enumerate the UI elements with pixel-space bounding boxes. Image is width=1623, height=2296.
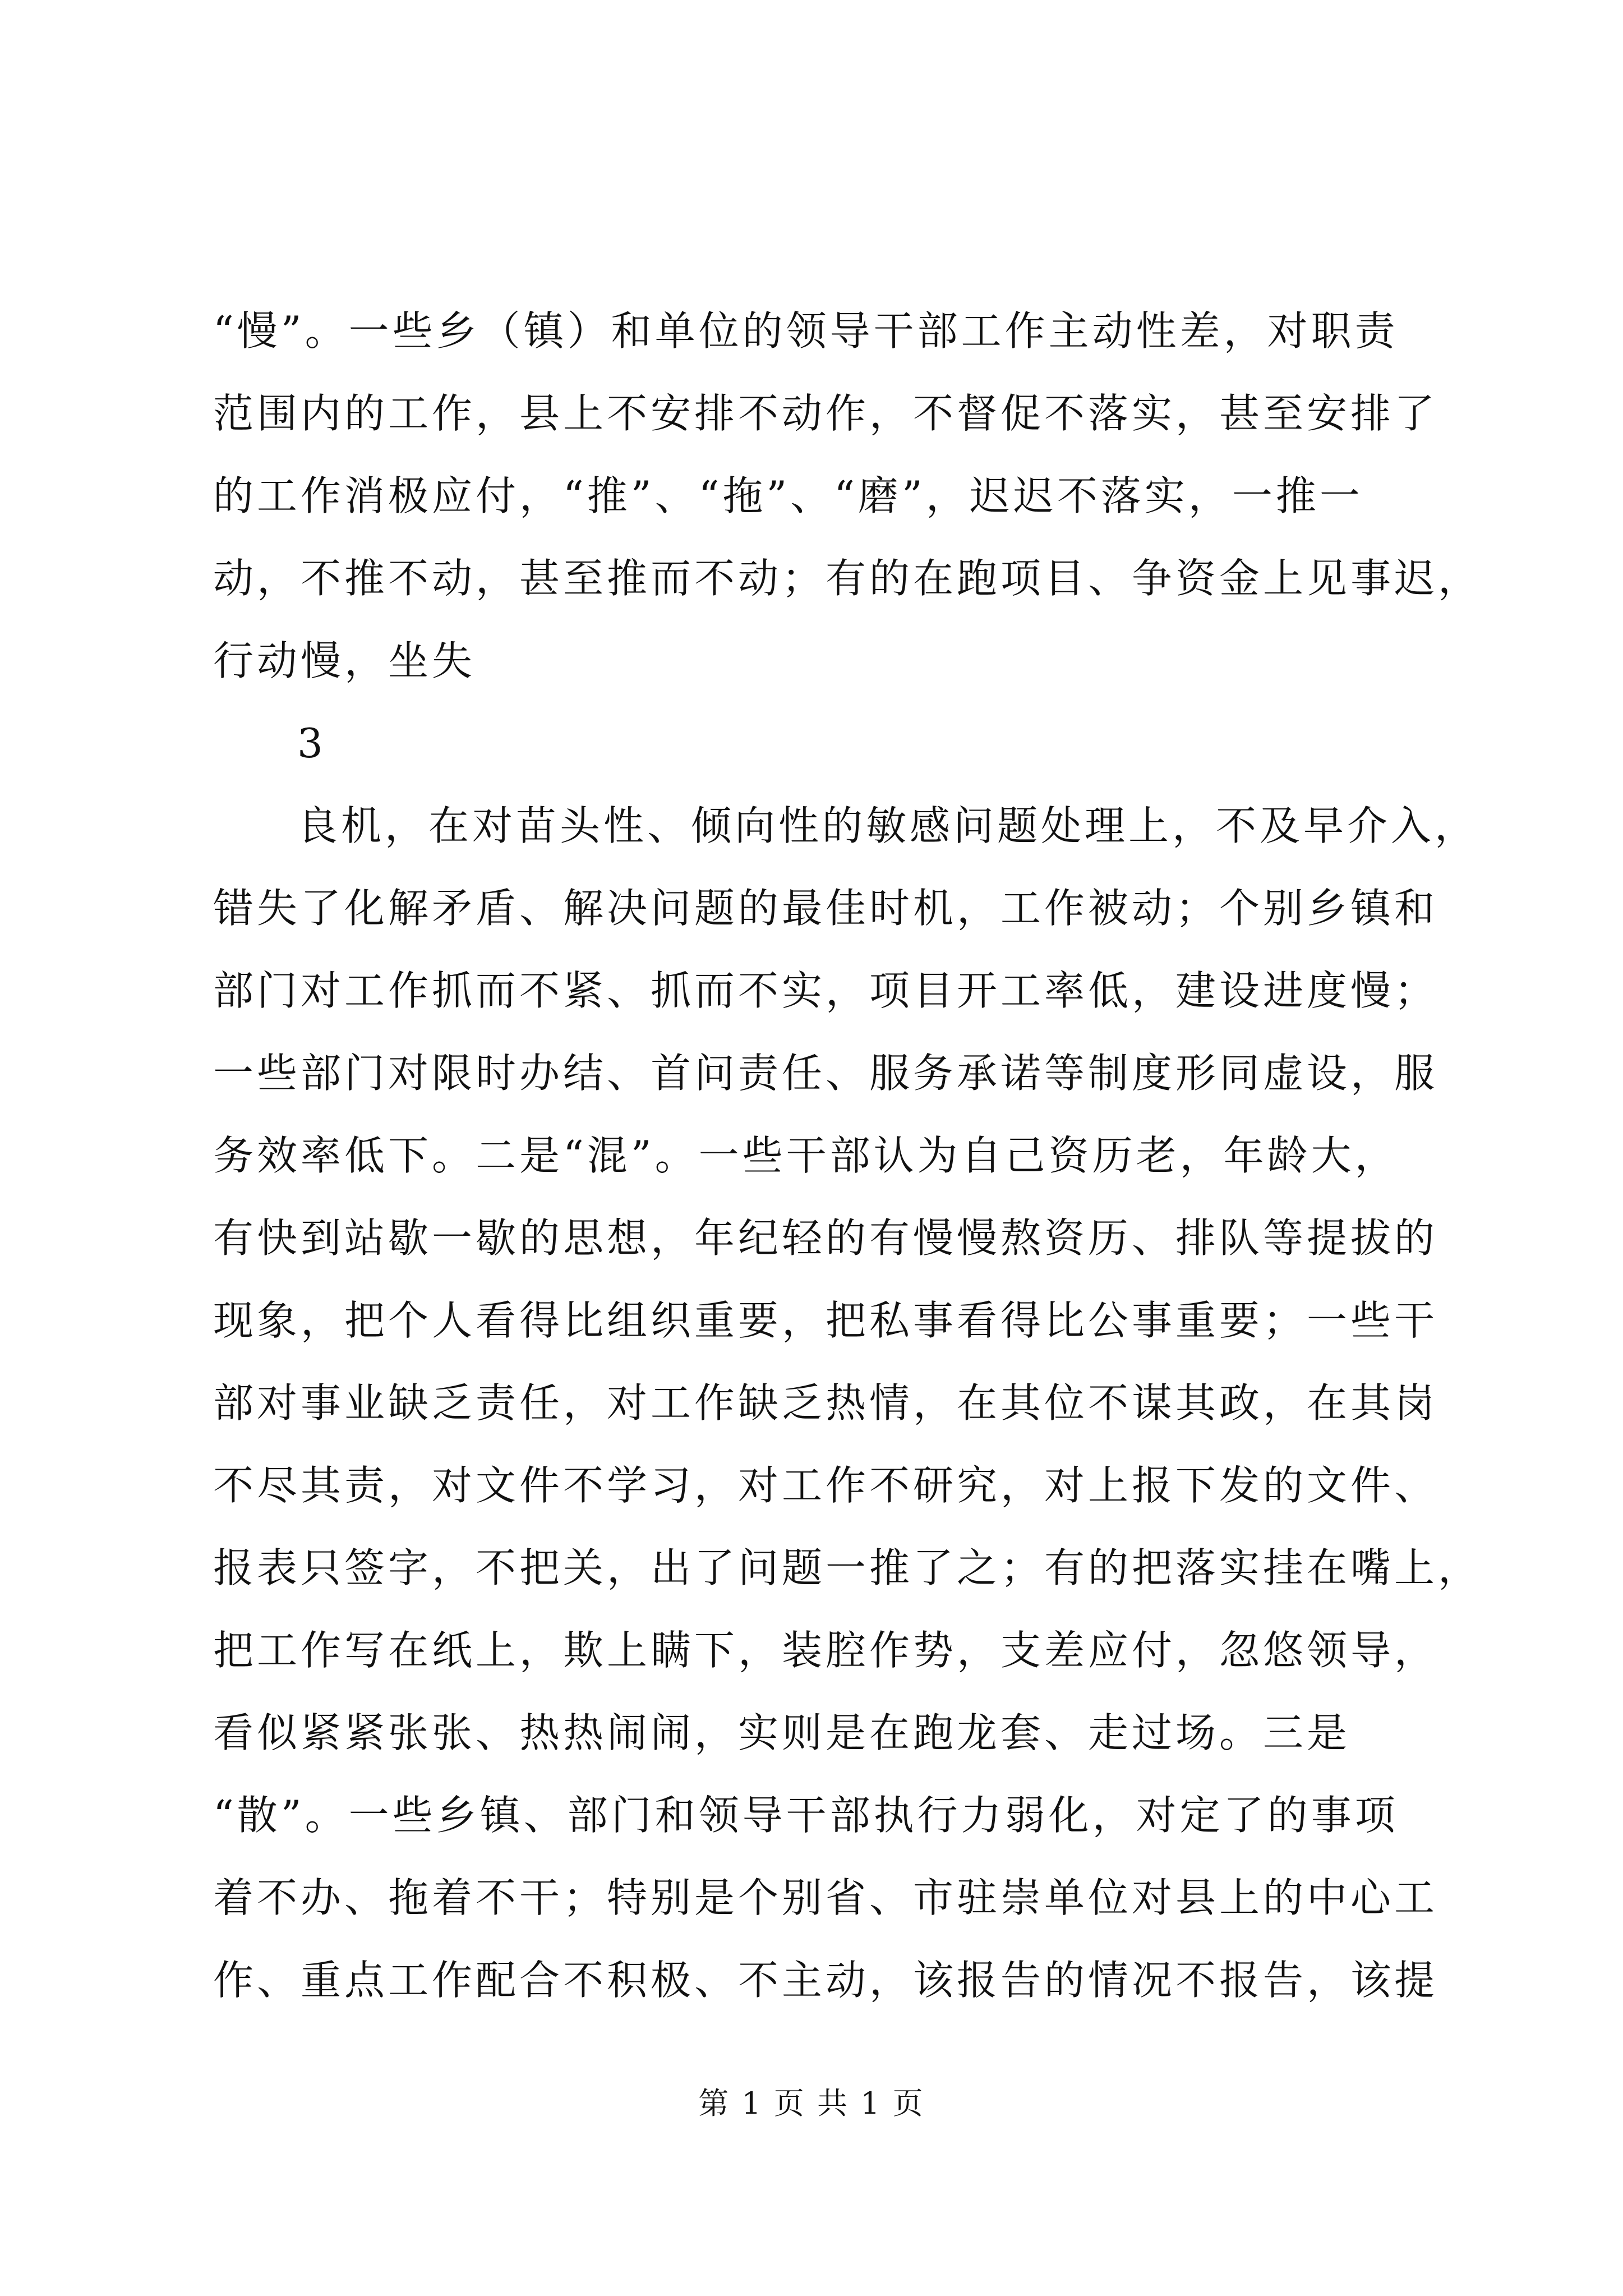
text-line: 不尽其责，对文件不学习，对工作不研究，对上报下发的文件、 [213, 1462, 1438, 1509]
document-body [213, 295, 1482, 2026]
text-line: 的工作消极应付，“推”、“拖”、“磨”，迟迟不落实，一推一 [213, 472, 1363, 519]
text-line: 着不办、拖着不干；特别是个别省、市驻崇单位对县上的中心工 [213, 1874, 1438, 1921]
text-line: 良机，在对苗头性、倾向性的敏感问题处理上，不及早介入， [297, 802, 1479, 849]
text-line: 一些部门对限时办结、首问责任、服务承诺等制度形同虚设，服 [213, 1050, 1438, 1097]
text-line: “散”。一些乡镇、部门和领导干部执行力弱化，对定了的事项 [213, 1792, 1399, 1839]
text-line: 作、重点工作配合不积极、不主动，该报告的情况不报告，该提 [213, 1957, 1438, 2004]
text-line: 把工作写在纸上，欺上瞒下，装腔作势，支差应付，忽悠领导， [213, 1627, 1438, 1674]
text-line: “慢”。一些乡（镇）和单位的领导干部工作主动性差，对职责 [213, 307, 1399, 355]
inline-page-number: 3 [297, 720, 326, 767]
text-line: 部对事业缺乏责任，对工作缺乏热情，在其位不谋其政，在其岗 [213, 1379, 1438, 1427]
text-line: 有快到站歇一歇的思想，年纪轻的有慢慢熬资历、排队等提拔的 [213, 1214, 1438, 1262]
page-footer: 第 1 页 共 1 页 [698, 2086, 925, 2121]
text-line: 部门对工作抓而不紧、抓而不实，项目开工率低，建设进度慢； [213, 967, 1438, 1014]
text-line: 错失了化解矛盾、解决问题的最佳时机，工作被动；个别乡镇和 [213, 885, 1438, 932]
text-line: 现象，把个人看得比组织重要，把私事看得比公事重要；一些干 [213, 1297, 1438, 1344]
text-line: 行动慢，坐失 [213, 637, 476, 684]
text-line: 看似紧紧张张、热热闹闹，实则是在跑龙套、走过场。三是 [213, 1709, 1351, 1756]
text-line: 务效率低下。二是“混”。一些干部认为自己资历老，年龄大， [213, 1132, 1399, 1179]
text-line: 报表只签字，不把关，出了问题一推了之；有的把落实挂在嘴上， [213, 1544, 1482, 1591]
text-line: 动，不推不动，甚至推而不动；有的在跑项目、争资金上见事迟， [213, 555, 1482, 602]
text-line: 范围内的工作，县上不安排不动作，不督促不落实，甚至安排了 [213, 390, 1438, 437]
